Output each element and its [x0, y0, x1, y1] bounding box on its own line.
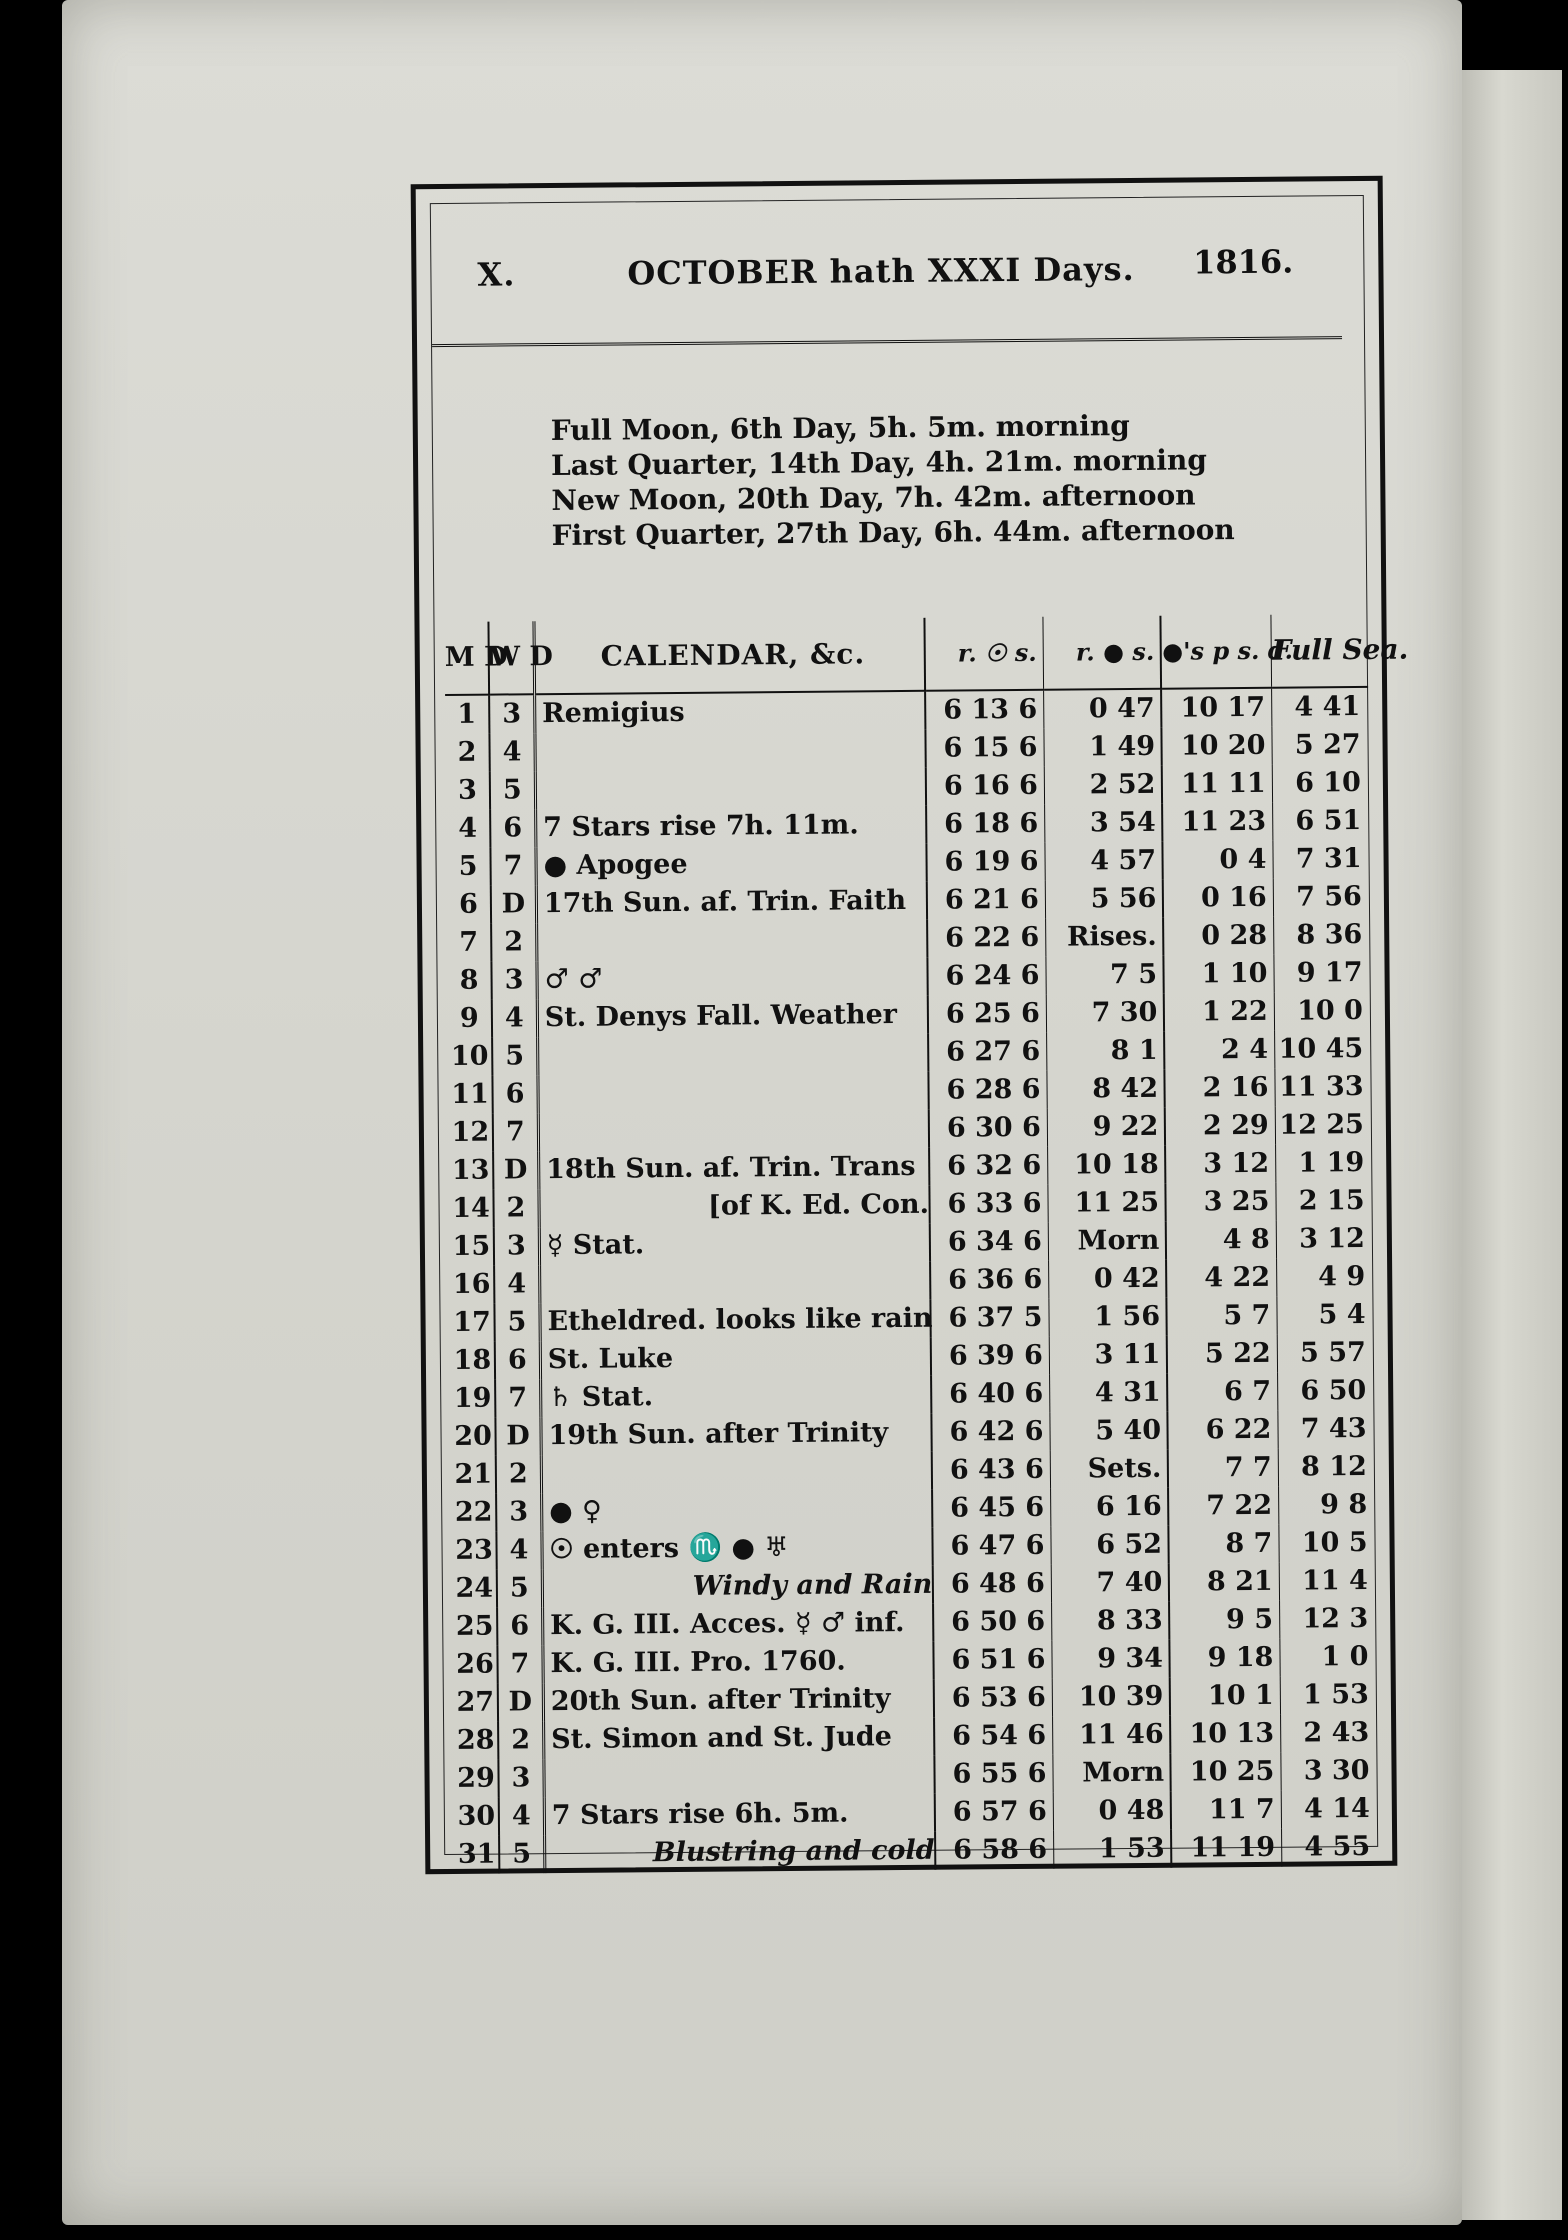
col-header-calendar: CALENDAR, &c.: [534, 618, 926, 694]
sun-rise-set-cell: 6 34 6: [930, 1223, 1048, 1262]
moon-rise-set-cell: 1 53: [1053, 1830, 1171, 1869]
sun-rise-set-cell: 6 16 6: [926, 767, 1044, 806]
day-of-month-cell: 20: [451, 1418, 495, 1456]
moon-south-cell: 3 25: [1166, 1183, 1276, 1222]
sun-rise-set-cell: 6 33 6: [930, 1185, 1048, 1224]
day-of-week-cell: D: [498, 1683, 544, 1721]
day-of-month-cell: 31: [455, 1836, 499, 1874]
moon-south-cell: 5 22: [1167, 1335, 1277, 1374]
calendar-note-cell: St. Simon and St. Jude: [543, 1718, 934, 1759]
full-sea-cell: 5 4: [1318, 1298, 1366, 1331]
day-of-week-cell: 7: [490, 847, 536, 885]
moon-rise-set-cell: 9 34: [1052, 1640, 1170, 1679]
sun-rise-set-cell: 6 27 6: [928, 1033, 1046, 1072]
table-header-row: [444, 614, 1368, 695]
calendar-note-cell: Blustring and cold: [544, 1832, 935, 1873]
sun-rise-set-cell: 6 25 6: [928, 995, 1046, 1034]
moon-south-cell: 1 10: [1164, 955, 1274, 994]
day-of-month-cell: 16: [450, 1266, 494, 1304]
moon-rise-set-cell: 8 33: [1051, 1602, 1169, 1641]
sun-rise-set-cell: 6 19 6: [927, 843, 1045, 882]
day-of-month-cell: 11: [448, 1076, 492, 1114]
calendar-note-cell: 20th Sun. after Trinity: [543, 1680, 934, 1721]
day-of-week-cell: 3: [491, 961, 537, 999]
day-of-month-cell: 8: [447, 962, 491, 1000]
sun-rise-set-cell: 6 36 6: [930, 1261, 1048, 1300]
page-header: [431, 196, 1364, 344]
day-of-month-cell: 29: [454, 1760, 498, 1798]
day-of-week-cell: 3: [496, 1493, 542, 1531]
full-sea-cell: 2 43: [1303, 1716, 1370, 1749]
sun-rise-set-cell: 6 39 6: [931, 1337, 1049, 1376]
sun-rise-set-cell: 6 50 6: [933, 1603, 1051, 1642]
day-of-week-cell: 5: [494, 1303, 540, 1341]
day-of-month-cell: 7: [447, 924, 491, 962]
moon-south-cell: 0 4: [1163, 841, 1273, 880]
moon-rise-set-cell: 3 11: [1049, 1336, 1167, 1375]
moon-south-cell: 2 29: [1165, 1107, 1275, 1146]
sun-rise-set-cell: 6 53 6: [934, 1679, 1052, 1718]
sun-rise-set-cell: 6 24 6: [928, 957, 1046, 996]
header-rule: [432, 336, 1342, 347]
day-of-week-cell: 5: [499, 1835, 545, 1873]
sun-rise-set-cell: 6 51 6: [934, 1641, 1052, 1680]
moon-south-cell: 8 7: [1169, 1525, 1279, 1564]
full-sea-cell: 10 5: [1301, 1526, 1368, 1559]
sun-rise-set-cell: 6 37 5: [931, 1299, 1049, 1338]
col-header-wd: W D: [488, 621, 534, 694]
moon-south-cell: 11 7: [1171, 1791, 1281, 1830]
moon-rise-set-cell: 5 56: [1045, 880, 1163, 919]
day-of-week-cell: 4: [499, 1797, 545, 1835]
moon-south-cell: 11 19: [1172, 1829, 1282, 1868]
moon-rise-set-cell: 7 5: [1046, 956, 1164, 995]
day-of-week-cell: 6: [495, 1341, 541, 1379]
day-of-month-cell: 14: [449, 1190, 493, 1228]
moon-rise-set-cell: 6 16: [1050, 1488, 1168, 1527]
calendar-note-cell: [541, 1452, 932, 1493]
moon-south-cell: 0 16: [1163, 879, 1273, 918]
moon-south-cell: 10 1: [1170, 1677, 1280, 1716]
moon-south-cell: 9 18: [1170, 1639, 1280, 1678]
full-sea-cell: 1 53: [1302, 1678, 1369, 1711]
moon-south-cell: 2 16: [1165, 1069, 1275, 1108]
sun-rise-set-cell: 6 55 6: [935, 1755, 1053, 1794]
moon-phase-last-quarter: Last Quarter, 14th Day, 4h. 21m. morning: [550, 443, 1208, 483]
day-of-week-cell: 7: [497, 1645, 543, 1683]
full-sea-cell: 4 41: [1294, 691, 1361, 723]
moon-south-cell: 10 13: [1171, 1715, 1281, 1754]
moon-rise-set-cell: 4 31: [1049, 1374, 1167, 1413]
day-of-week-cell: 6: [497, 1607, 543, 1645]
moon-rise-set-cell: 11 25: [1048, 1184, 1166, 1223]
full-sea-cell: 10 0: [1296, 994, 1364, 1027]
moon-rise-set-cell: 8 42: [1047, 1070, 1165, 1109]
full-sea-cell: 4 14: [1303, 1792, 1370, 1825]
full-sea-cell: 2 15: [1298, 1184, 1365, 1217]
moon-south-cell: 11 23: [1163, 803, 1273, 842]
moon-south-cell: 10 20: [1162, 727, 1272, 766]
calendar-note-cell: [538, 1072, 929, 1113]
day-of-week-cell: D: [495, 1417, 541, 1455]
day-of-month-cell: 2: [445, 734, 489, 772]
moon-rise-set-cell: Rises.: [1046, 918, 1164, 957]
moon-south-cell: 2 4: [1165, 1031, 1275, 1070]
col-header-moon-south: ●'s p s. d.: [1161, 615, 1272, 689]
day-of-month-cell: 17: [450, 1304, 494, 1342]
calendar-note-cell: [538, 1110, 929, 1151]
day-of-month-cell: 19: [451, 1380, 495, 1418]
sun-rise-set-cell: 6 13 6: [925, 690, 1043, 730]
full-sea-cell: 1 19: [1298, 1146, 1365, 1179]
day-of-month-cell: 6: [447, 886, 491, 924]
table-row: [455, 1828, 1378, 1874]
calendar-note-cell: K. G. III. Acces. ☿ ♂ inf.: [542, 1604, 933, 1645]
moon-rise-set-cell: 9 22: [1047, 1108, 1165, 1147]
page-title: OCTOBER hath XXXI Days.: [627, 249, 1135, 293]
sun-rise-set-cell: 6 22 6: [927, 919, 1045, 958]
calendar-note-cell: [535, 730, 926, 771]
full-sea-cell: 3 30: [1303, 1754, 1370, 1787]
day-of-month-cell: 25: [453, 1608, 497, 1646]
full-sea-cell: 4 55: [1304, 1830, 1371, 1863]
day-of-week-cell: 2: [496, 1455, 542, 1493]
day-of-month-cell: 10: [448, 1038, 492, 1076]
sun-rise-set-cell: 6 54 6: [934, 1717, 1052, 1756]
full-sea-cell: 4 9: [1318, 1260, 1366, 1293]
day-of-week-cell: 4: [496, 1531, 542, 1569]
sun-rise-set-cell: 6 42 6: [932, 1413, 1050, 1452]
calendar-note-cell: ☿ Stat.: [539, 1224, 930, 1265]
sun-rise-set-cell: 6 15 6: [926, 729, 1044, 768]
col-header-full-sea: Full Sea.: [1271, 614, 1368, 688]
day-of-week-cell: 7: [493, 1113, 539, 1151]
moon-phase-new: New Moon, 20th Day, 7h. 42m. afternoon: [551, 478, 1196, 518]
calendar-note-cell: [540, 1262, 931, 1303]
calendar-note-cell: St. Luke: [540, 1338, 931, 1379]
moon-rise-set-cell: 6 52: [1051, 1526, 1169, 1565]
calendar-frame-inner: [430, 195, 1409, 1870]
day-of-month-cell: 12: [449, 1114, 493, 1152]
full-sea-cell: 12 3: [1302, 1602, 1369, 1635]
moon-south-cell: 7 22: [1169, 1487, 1279, 1526]
calendar-note-cell: [538, 1034, 929, 1075]
day-of-month-cell: 26: [453, 1646, 497, 1684]
day-of-week-cell: 6: [490, 809, 536, 847]
moon-south-cell: 7 7: [1168, 1449, 1278, 1488]
moon-rise-set-cell: 2 52: [1044, 766, 1162, 805]
day-of-week-cell: 2: [498, 1721, 544, 1759]
full-sea-cell: 6 50: [1300, 1374, 1367, 1407]
sun-rise-set-cell: 6 30 6: [929, 1109, 1047, 1148]
sun-rise-set-cell: 6 48 6: [933, 1565, 1051, 1604]
moon-rise-set-cell: 0 48: [1053, 1792, 1171, 1831]
full-sea-cell: 11 4: [1301, 1564, 1369, 1597]
full-sea-cell: 7 56: [1295, 880, 1363, 913]
day-of-week-cell: 5: [490, 771, 536, 809]
full-sea-cell: 7 31: [1295, 843, 1362, 875]
day-of-month-cell: 3: [446, 772, 490, 810]
day-of-week-cell: 4: [494, 1265, 540, 1303]
moon-rise-set-cell: Morn: [1048, 1222, 1166, 1261]
moon-south-cell: 4 22: [1167, 1259, 1277, 1298]
sun-rise-set-cell: 6 57 6: [935, 1793, 1053, 1832]
day-of-month-cell: 27: [454, 1684, 498, 1722]
day-of-week-cell: 6: [492, 1075, 538, 1113]
day-of-week-cell: 2: [491, 923, 537, 961]
month-numeral: X.: [477, 255, 516, 294]
day-of-month-cell: 21: [452, 1456, 496, 1494]
moon-rise-set-cell: 11 46: [1052, 1716, 1170, 1755]
moon-south-cell: 10 25: [1171, 1753, 1281, 1792]
sun-rise-set-cell: 6 47 6: [933, 1527, 1051, 1566]
full-sea-cell: 8 12: [1300, 1450, 1368, 1483]
day-of-week-cell: 5: [497, 1569, 543, 1607]
moon-south-cell: 8 21: [1169, 1563, 1279, 1602]
moon-rise-set-cell: 7 40: [1051, 1564, 1169, 1603]
day-of-week-cell: 5: [492, 1037, 538, 1075]
full-sea-cell: 5 57: [1299, 1336, 1367, 1369]
moon-south-cell: 4 8: [1166, 1221, 1276, 1260]
full-sea-cell: 11 33: [1278, 1070, 1364, 1103]
sun-rise-set-cell: 6 43 6: [932, 1451, 1050, 1490]
moon-rise-set-cell: 10 39: [1052, 1678, 1170, 1717]
day-of-month-cell: 9: [448, 1000, 492, 1038]
full-sea-cell: 5 27: [1294, 729, 1361, 761]
sun-rise-set-cell: 6 21 6: [927, 881, 1045, 920]
col-header-moon: r. ● s.: [1043, 616, 1162, 690]
moon-south-cell: 9 5: [1170, 1601, 1280, 1640]
day-of-week-cell: 3: [489, 694, 535, 733]
day-of-week-cell: 3: [498, 1759, 544, 1797]
day-of-month-cell: 23: [452, 1532, 496, 1570]
day-of-week-cell: 3: [494, 1227, 540, 1265]
sun-rise-set-cell: 6 45 6: [932, 1489, 1050, 1528]
calendar-note-cell: ● ♀: [541, 1490, 932, 1531]
day-of-week-cell: 4: [492, 999, 538, 1037]
day-of-week-cell: D: [491, 885, 537, 923]
full-sea-cell: 12 25: [1279, 1108, 1365, 1141]
almanac-page: [62, 0, 1462, 2225]
day-of-week-cell: D: [493, 1151, 539, 1189]
calendar-note-cell: [544, 1756, 935, 1797]
day-of-month-cell: 28: [454, 1722, 498, 1760]
calendar-note-cell: ● Apogee: [536, 844, 927, 885]
calendar-note-cell: Windy and Rain: [542, 1566, 933, 1607]
calendar-note-cell: Remigius: [535, 691, 926, 733]
calendar-note-cell: [of K. Ed. Con.: [539, 1186, 930, 1227]
moon-south-cell: 5 7: [1167, 1297, 1277, 1336]
full-sea-cell: 6 10: [1295, 767, 1362, 799]
moon-south-cell: 0 28: [1164, 917, 1274, 956]
day-of-month-cell: 4: [446, 810, 490, 848]
calendar-note-cell: 18th Sun. af. Trin. Trans: [539, 1148, 930, 1189]
day-of-month-cell: 30: [455, 1798, 499, 1836]
full-sea-cell: 9 17: [1296, 956, 1363, 989]
full-sea-cell: 10 45: [1278, 1032, 1364, 1065]
calendar-note-cell: [535, 768, 926, 809]
calendar-note-cell: St. Denys Fall. Weather: [537, 996, 928, 1037]
day-of-week-cell: 2: [493, 1189, 539, 1227]
calendar-note-cell: K. G. III. Pro. 1760.: [543, 1642, 934, 1683]
moon-rise-set-cell: 0 47: [1044, 689, 1162, 729]
moon-rise-set-cell: 1 49: [1044, 728, 1162, 767]
day-of-month-cell: 22: [452, 1494, 496, 1532]
moon-south-cell: 3 12: [1166, 1145, 1276, 1184]
calendar-note-cell: ♂ ♂: [537, 958, 928, 999]
sun-rise-set-cell: 6 32 6: [929, 1147, 1047, 1186]
full-sea-cell: 3 12: [1298, 1222, 1366, 1255]
calendar-note-cell: 7 Stars rise 7h. 11m.: [536, 806, 927, 847]
day-of-month-cell: 5: [446, 848, 490, 886]
moon-rise-set-cell: 0 42: [1049, 1260, 1167, 1299]
calendar-note-cell: ♄ Stat.: [540, 1376, 931, 1417]
moon-rise-set-cell: 10 18: [1048, 1146, 1166, 1185]
moon-rise-set-cell: 4 57: [1045, 842, 1163, 881]
moon-phase-full: Full Moon, 6th Day, 5h. 5m. morning: [550, 409, 1130, 448]
calendar-note-cell: 19th Sun. after Trinity: [541, 1414, 932, 1455]
moon-south-cell: 6 7: [1168, 1373, 1278, 1412]
moon-rise-set-cell: 1 56: [1049, 1298, 1167, 1337]
moon-south-cell: 6 22: [1168, 1411, 1278, 1450]
moon-phases: [551, 406, 1312, 553]
day-of-month-cell: 1: [445, 695, 489, 734]
day-of-month-cell: 15: [450, 1228, 494, 1266]
sun-rise-set-cell: 6 58 6: [935, 1831, 1053, 1870]
day-of-month-cell: 18: [451, 1342, 495, 1380]
col-header-md: M D: [444, 622, 489, 695]
col-header-sun: r. ☉ s.: [925, 617, 1044, 691]
sun-rise-set-cell: 6 28 6: [929, 1071, 1047, 1110]
full-sea-cell: 6 51: [1295, 805, 1362, 837]
moon-south-cell: 11 11: [1162, 765, 1272, 804]
moon-rise-set-cell: 8 1: [1047, 1032, 1165, 1071]
day-of-week-cell: 7: [495, 1379, 541, 1417]
calendar-note-cell: ☉ enters ♏ ● ♅: [542, 1528, 933, 1569]
sun-rise-set-cell: 6 40 6: [931, 1375, 1049, 1414]
day-of-month-cell: 13: [449, 1152, 493, 1190]
calendar-table: [444, 614, 1409, 1874]
moon-rise-set-cell: Morn: [1053, 1754, 1171, 1793]
calendar-note-cell: Etheldred. looks like rain: [540, 1300, 931, 1341]
full-sea-cell: 7 43: [1300, 1412, 1367, 1445]
moon-phase-first-quarter: First Quarter, 27th Day, 6h. 44m. afternoon: [551, 513, 1235, 553]
calendar-note-cell: 7 Stars rise 6h. 5m.: [544, 1794, 935, 1835]
moon-rise-set-cell: 3 54: [1045, 804, 1163, 843]
year: 1816.: [1192, 242, 1294, 282]
moon-south-cell: 1 22: [1164, 993, 1274, 1032]
moon-rise-set-cell: 5 40: [1050, 1412, 1168, 1451]
sun-rise-set-cell: 6 18 6: [926, 805, 1044, 844]
calendar-note-cell: 17th Sun. af. Trin. Faith: [536, 882, 927, 923]
moon-rise-set-cell: Sets.: [1050, 1450, 1168, 1489]
full-sea-cell: 1 0: [1321, 1640, 1369, 1673]
calendar-rows: [445, 687, 1378, 1874]
day-of-week-cell: 4: [489, 733, 535, 771]
calendar-frame: [411, 176, 1409, 1874]
moon-rise-set-cell: 7 30: [1046, 994, 1164, 1033]
day-of-month-cell: 24: [453, 1570, 497, 1608]
calendar-note-cell: [537, 920, 928, 961]
adjacent-page-edge: [1462, 70, 1562, 2220]
full-sea-cell: 8 36: [1296, 918, 1363, 951]
moon-south-cell: 10 17: [1162, 688, 1272, 728]
full-sea-cell: 9 8: [1320, 1488, 1368, 1521]
